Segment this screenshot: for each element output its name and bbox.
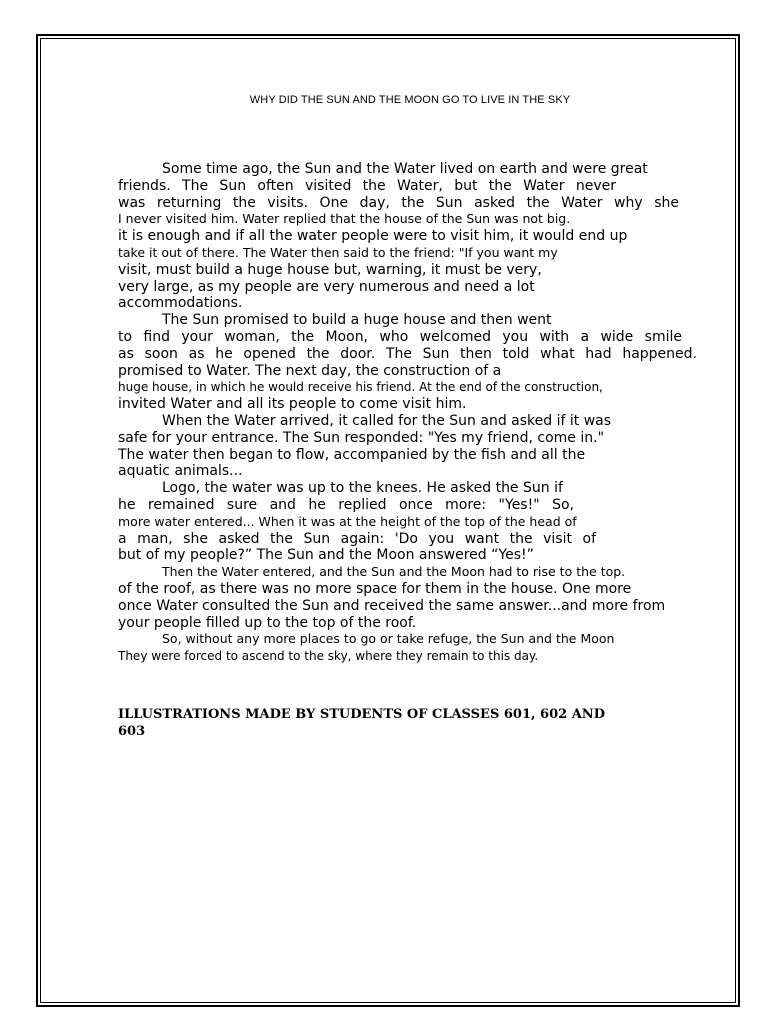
story-line: more water entered... When it was at the height of the top of the head of (118, 513, 577, 529)
story-line: your people filled up to the top of the roof. (118, 614, 417, 631)
story-line: but of my people?” The Sun and the Moon answered “Yes!” (118, 547, 534, 564)
story-line: friends. The Sun often visited the Water, but the Water never (118, 177, 616, 194)
story-line: aquatic animals... (118, 463, 243, 480)
story-line: Some time ago, the Sun and the Water lived on earth and were great (162, 161, 648, 177)
story-line: Then the Water entered, and the Sun and the Moon had to rise to the top. (162, 564, 626, 580)
story-line: was returning the visits. One day, the Sun asked the Water why she (118, 194, 679, 211)
story-line: invited Water and all its people to come visit him. (118, 396, 467, 413)
story-line: take it out of there. The Water then said to the friend: "If you want my (118, 244, 558, 260)
credits-line: ILLUSTRATIONS MADE BY STUDENTS OF CLASSES 601, 602 AND (118, 707, 605, 722)
story-line: as soon as he opened the door. The Sun then told what had happened. (118, 345, 697, 362)
credits-line: 603 (118, 724, 146, 739)
story-line: visit, must build a huge house but, warning, it must be very, (118, 261, 542, 278)
story-line: huge house, in which he would receive his friend. At the end of the construction, (118, 380, 603, 395)
story-body (118, 161, 703, 665)
story-line: The water then began to flow, accompanied by the fish and all the (118, 446, 586, 463)
story-line: Logo, the water was up to the knees. He asked the Sun if (162, 480, 563, 497)
story-line: it is enough and if all the water people were to visit him, it would end up (118, 228, 628, 245)
story-line: I never visited him. Water replied that the house of the Sun was not big. (118, 211, 571, 227)
story-line: They were forced to ascend to the sky, where they remain to this day. (118, 649, 539, 664)
story-line: promised to Water. The next day, the construction of a (118, 362, 502, 379)
story-line: accommodations. (118, 295, 243, 312)
story-line: When the Water arrived, it called for the Sun and asked if it was (162, 412, 612, 429)
story-title: WHY DID THE SUN AND THE MOON GO TO LIVE IN THE SKY (249, 94, 571, 106)
story-line: to find your woman, the Moon, who welcomed you with a wide smile (118, 328, 682, 345)
story-line: So, without any more places to go or take refuge, the Sun and the Moon (162, 631, 615, 647)
story-line: very large, as my people are very numerous and need a lot (118, 278, 535, 295)
story-line: he remained sure and he replied once more: "Yes!" So, (118, 496, 574, 513)
story-line: safe for your entrance. The Sun responded: "Yes my friend, come in." (118, 429, 605, 446)
story-line: once Water consulted the Sun and received the same answer...and more from (118, 597, 666, 614)
illustration-credits (118, 706, 618, 740)
story-line: a man, she asked the Sun again: 'Do you want the visit of (118, 530, 596, 547)
story-line: The Sun promised to build a huge house and then went (162, 312, 552, 329)
story-line: of the roof, as there was no more space for them in the house. One more (118, 580, 632, 597)
